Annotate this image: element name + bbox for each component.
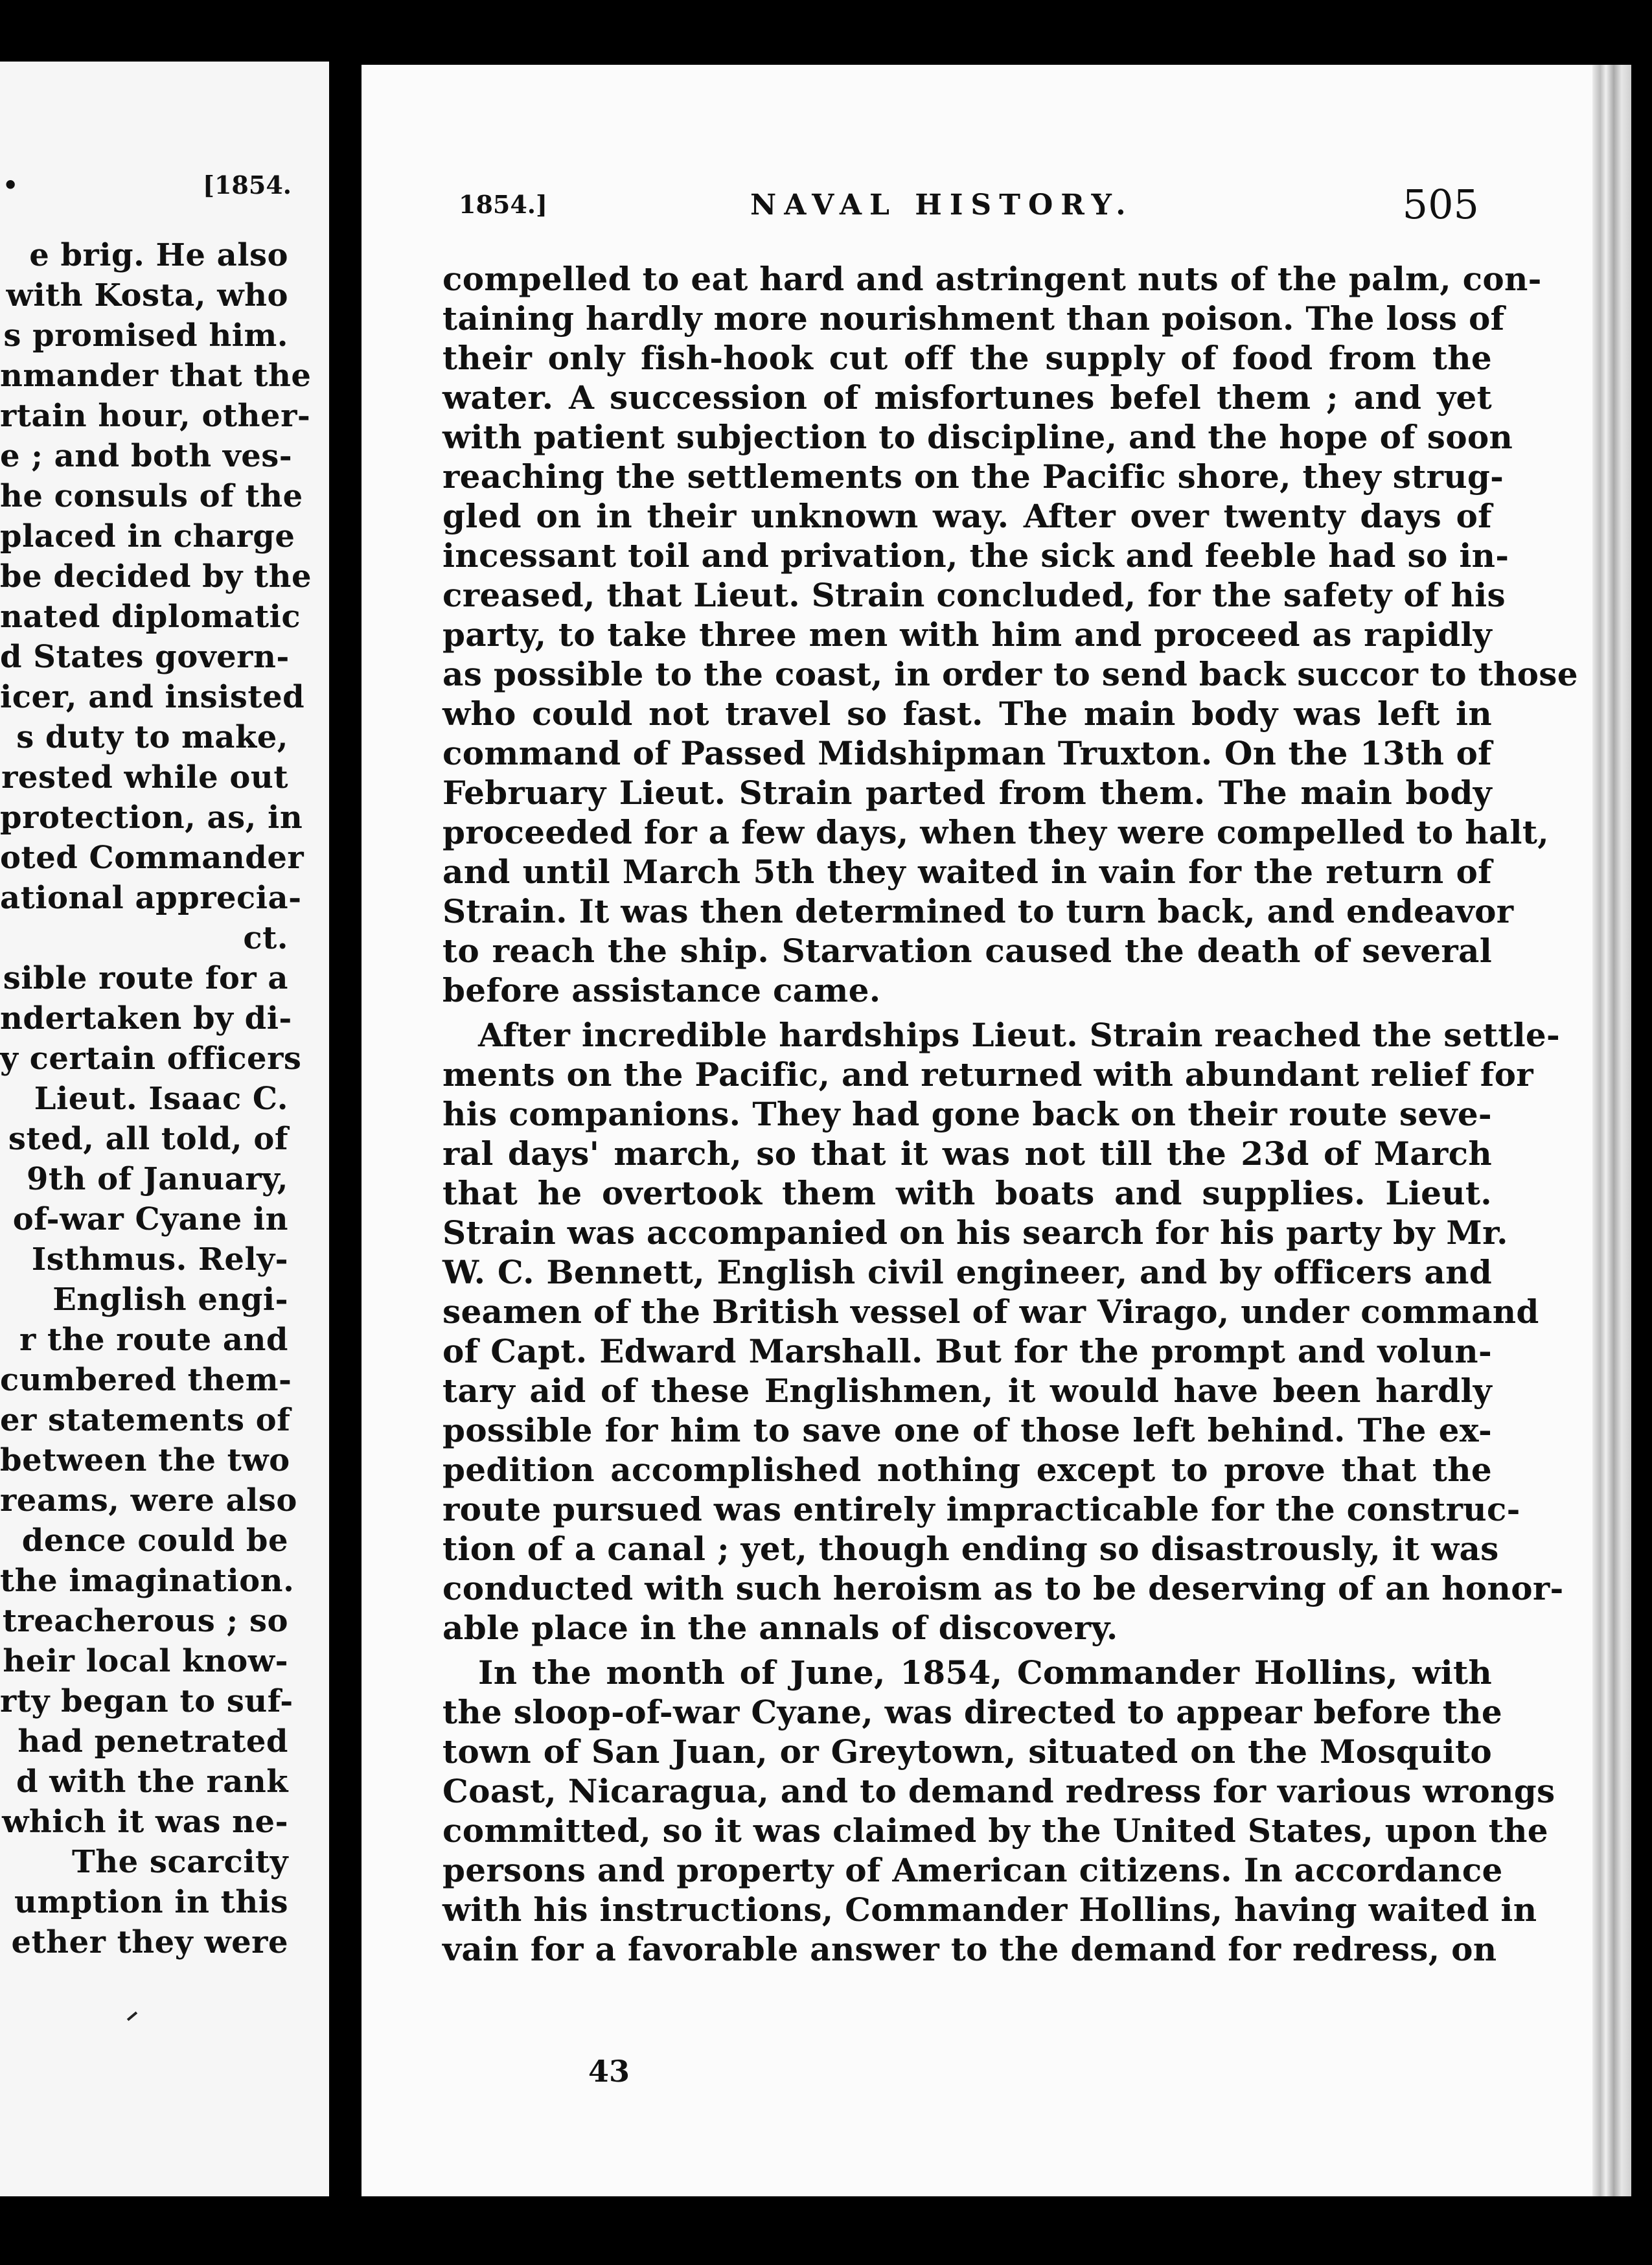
text-line: his companions. They had gone back on their route seve- <box>442 1095 1492 1133</box>
left-text-line: nmander that the <box>0 358 312 394</box>
left-text-line: e ; and both ves- <box>0 438 293 474</box>
left-page <box>0 62 329 2196</box>
text-line: with his instructions, Commander Hollins, having waited in <box>442 1891 1537 1929</box>
left-text-line: e brig. He also <box>29 237 288 273</box>
left-text-line: of-war Cyane in <box>12 1201 288 1237</box>
text-line: reaching the settlements on the Pacific shore, they strug- <box>442 457 1504 496</box>
left-text-line: sted, all told, of <box>8 1121 288 1157</box>
left-text-line: which it was ne- <box>2 1804 288 1840</box>
page-edge <box>1592 65 1631 2196</box>
left-text-line: er statements of <box>0 1402 291 1438</box>
text-line: party, to take three men with him and proceed as rapidly <box>442 615 1492 654</box>
text-line: February Lieut. Strain parted from them. The main body <box>442 774 1492 812</box>
text-line: command of Passed Midshipman Truxton. On the 13th of <box>442 734 1492 772</box>
left-text-line: rested while out <box>1 759 288 796</box>
text-line: tion of a canal ; yet, though ending so disastrously, it was <box>442 1530 1499 1568</box>
left-text-line: ct. <box>243 920 288 956</box>
text-line: proceeded for a few days, when they were compelled to halt, <box>442 813 1549 851</box>
left-text-line: placed in charge <box>0 518 295 555</box>
left-text-line: heir local know- <box>3 1643 288 1679</box>
left-text-line: English engi- <box>52 1282 288 1318</box>
text-line: route pursued was entirely impracticable for the construc- <box>442 1490 1520 1528</box>
left-text-line: had penetrated <box>17 1723 288 1760</box>
text-line: seamen of the British vessel of war Virago, under command <box>442 1293 1539 1331</box>
left-text-line: d with the rank <box>16 1764 288 1800</box>
left-text-line: Isthmus. Rely- <box>31 1241 288 1278</box>
left-text-line: s promised him. <box>3 317 288 354</box>
left-text-line: reams, were also <box>0 1482 297 1519</box>
text-line: creased, that Lieut. Strain concluded, for the safety of his <box>442 576 1506 614</box>
left-text-line: rty began to suf- <box>0 1683 293 1719</box>
left-text-line: nated diplomatic <box>0 599 301 635</box>
book-gutter <box>329 52 361 2216</box>
left-text-line: ether they were <box>11 1924 288 1960</box>
text-line: the sloop-of-war Cyane, was directed to appear before the <box>442 1693 1502 1731</box>
paragraph <box>442 1015 1564 1648</box>
left-text-line: dence could be <box>21 1523 288 1559</box>
left-text-line: ational apprecia- <box>0 880 302 916</box>
text-line: with patient subjection to discipline, and the hope of soon <box>442 418 1513 456</box>
left-text-line: he consuls of the <box>0 478 303 514</box>
text-line: of Capt. Edward Marshall. But for the prompt and volun- <box>442 1332 1492 1370</box>
text-line: persons and property of American citizens. In accordance <box>442 1851 1503 1889</box>
left-text-line: 9th of January, <box>26 1161 288 1197</box>
text-line: vain for a favorable answer to the demand for redress, on <box>442 1930 1497 1968</box>
left-text-line: cumbered them- <box>0 1362 292 1398</box>
left-text-line: with Kosta, who <box>6 277 288 314</box>
running-header <box>361 181 1586 230</box>
left-text-line: The scarcity <box>71 1844 288 1880</box>
text-line: that he overtook them with boats and supplies. Lieut. <box>442 1174 1492 1212</box>
left-text-line: be decided by the <box>0 558 312 595</box>
text-line: before assistance came. <box>442 971 881 1009</box>
text-line: After incredible hardships Lieut. Strain reached the settle- <box>478 1016 1561 1054</box>
left-page-text <box>0 235 312 1962</box>
signature-mark: 43 <box>588 2054 630 2089</box>
text-line: their only fish-hook cut off the supply of food from the <box>442 339 1492 377</box>
left-text-line: treacherous ; so <box>2 1603 288 1639</box>
left-text-line: the imagination. <box>0 1563 295 1599</box>
left-header-mark: • <box>3 170 19 200</box>
paragraph <box>442 259 1578 1010</box>
text-line: able place in the annals of discovery. <box>442 1609 1118 1647</box>
text-line: who could not travel so fast. The main body was left in <box>442 695 1492 733</box>
text-line: incessant toil and privation, the sick and feeble had so in- <box>442 536 1509 575</box>
header-year: 1854.] <box>459 190 547 219</box>
left-text-line: sible route for a <box>3 960 288 996</box>
left-text-line: oted Commander <box>0 840 304 876</box>
left-text-line: r the route and <box>19 1322 288 1358</box>
text-line: gled on in their unknown way. After over twenty days of <box>442 497 1492 535</box>
text-line: committed, so it was claimed by the United States, upon the <box>442 1811 1548 1850</box>
text-line: ments on the Pacific, and returned with abundant relief for <box>442 1055 1533 1094</box>
left-text-line: ndertaken by di- <box>0 1000 292 1037</box>
left-text-line: protection, as, in <box>0 799 303 836</box>
text-line: taining hardly more nourishment than poison. The loss of <box>442 299 1505 338</box>
page-number: 505 <box>1402 181 1479 228</box>
text-line: In the month of June, 1854, Commander Hollins, with <box>478 1653 1492 1692</box>
text-line: to reach the ship. Starvation caused the death of several <box>442 932 1492 970</box>
text-line: compelled to eat hard and astringent nuts of the palm, con- <box>442 260 1542 298</box>
right-page <box>361 65 1592 2196</box>
left-text-line: rtain hour, other- <box>0 398 311 434</box>
left-text-line: between the two <box>0 1442 290 1478</box>
text-line: Coast, Nicaragua, and to demand redress for various wrongs <box>442 1772 1555 1810</box>
left-text-line: y certain officers <box>0 1041 302 1077</box>
left-text-line: Lieut. Isaac C. <box>34 1081 288 1117</box>
text-line: possible for him to save one of those left behind. The ex- <box>442 1411 1492 1449</box>
left-text-line: s duty to make, <box>16 719 288 755</box>
left-header-year: [1854. <box>203 170 292 200</box>
text-line: pedition accomplished nothing except to prove that the <box>442 1451 1492 1489</box>
text-line: as possible to the coast, in order to send back succor to those <box>442 655 1578 693</box>
text-line: W. C. Bennett, English civil engineer, and by officers and <box>442 1253 1492 1291</box>
page-body <box>442 259 1578 1969</box>
text-line: water. A succession of misfortunes befel them ; and yet <box>442 378 1492 417</box>
text-line: Strain. It was then determined to turn back, and endeavor <box>442 892 1514 930</box>
left-text-line: umption in this <box>14 1884 288 1920</box>
text-line: tary aid of these Englishmen, it would have been hardly <box>442 1372 1492 1410</box>
pen-mark <box>127 2012 137 2021</box>
header-title: NAVAL HISTORY. <box>750 189 1134 222</box>
text-line: and until March 5th they waited in vain for the return of <box>442 853 1492 891</box>
paragraph <box>442 1653 1555 1969</box>
text-line: town of San Juan, or Greytown, situated on the Mosquito <box>442 1732 1492 1771</box>
text-line: conducted with such heroism as to be deserving of an honor- <box>442 1569 1564 1607</box>
left-text-line: icer, and insisted <box>0 679 305 715</box>
text-line: ral days' march, so that it was not till the 23d of March <box>442 1134 1492 1173</box>
text-line: Strain was accompanied on his search for his party by Mr. <box>442 1213 1508 1252</box>
left-text-line: d States govern- <box>0 639 290 675</box>
